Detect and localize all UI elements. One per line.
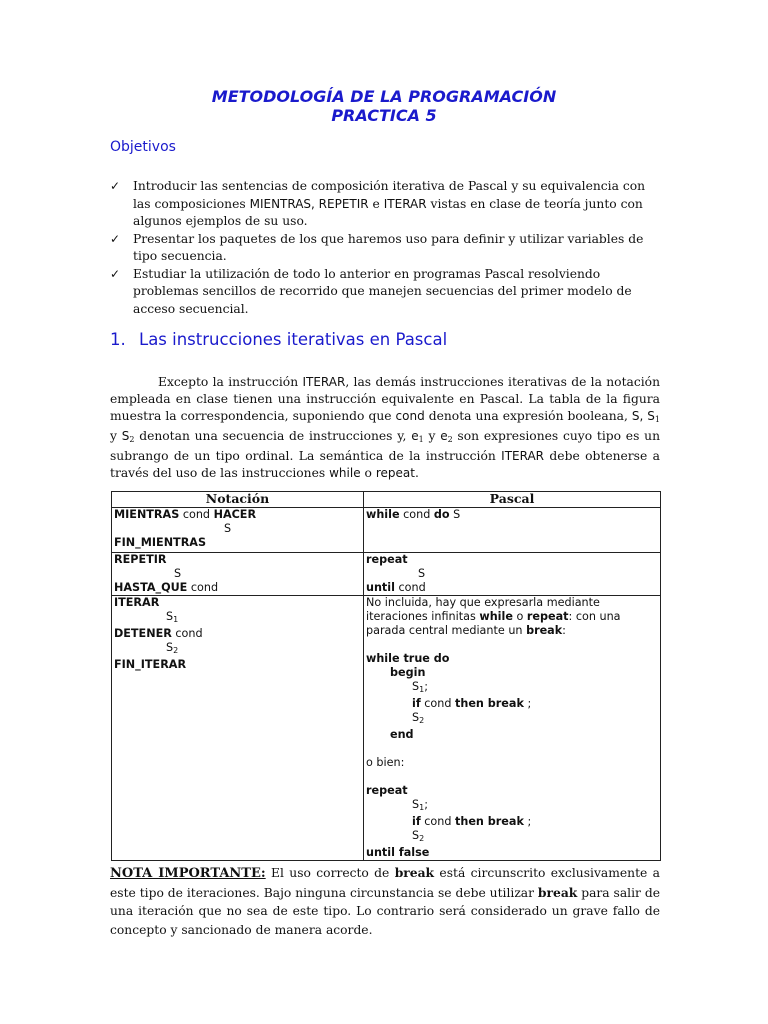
table-cell-notation: MIENTRAS cond HACER S FIN_MIENTRAS bbox=[112, 508, 364, 553]
section-paragraph: Excepto la instrucción ITERAR, las demás instrucciones iterativas de la notación empleada en clase tienen una instrucción equivalente en Pascal. La tabla de la figura muestra la correspondencia, suponiendo que cond denota una expresión booleana, S, $S_1$ y $S_2$ denotan una secuencia de instrucciones y, $e_1$ y $e_2$ son expresiones cuyo tipo es un subrango de un tipo ordinal. La semántica de la instrucción ITERAR debe obtenerse a través del uso de las instrucciones while o repeat. bbox=[110, 375, 660, 480]
list-item-text: e bbox=[368, 196, 384, 211]
document-title: METODOLOGÍA DE LA PROGRAMACIÓN bbox=[211, 87, 557, 106]
table-row bbox=[112, 596, 661, 861]
table-cell-pascal: No incluida, hay que expresarla mediante iteraciones infinitas while o repeat: con una parada central mediante un break: while true do begin $S_1$; if cond then break ; $S_2$ end o bien: repeat $S_1$; if cond then break ; $S_2$ until false bbox=[364, 596, 661, 861]
list-item-text: MIENTRAS, REPETIR bbox=[249, 196, 369, 211]
list-item bbox=[110, 178, 655, 231]
list-item-text: vistas en clase de teoría junto con algunos ejemplos de su uso. bbox=[133, 196, 643, 228]
notation-table bbox=[111, 491, 661, 861]
table-cell-notation: ITERAR $S_1$ DETENER cond $S_2$ FIN_ITERAR bbox=[112, 596, 364, 861]
section-number: 1. bbox=[110, 330, 126, 349]
objetivos-heading: Objetivos bbox=[110, 139, 176, 155]
table-row bbox=[112, 508, 661, 553]
table-cell-notation: REPETIR S HASTA_QUE cond bbox=[112, 553, 364, 596]
list-item bbox=[110, 231, 655, 266]
check-icon: ✓ bbox=[110, 266, 121, 281]
check-icon: ✓ bbox=[110, 231, 121, 246]
objetivos-list bbox=[110, 178, 655, 318]
table-cell-pascal: repeat S until cond bbox=[364, 553, 661, 596]
table-header-cell: Pascal bbox=[364, 492, 661, 508]
check-icon: ✓ bbox=[110, 179, 121, 193]
list-item-text: ITERAR bbox=[383, 196, 427, 211]
list-item-text: Presentar los paquetes de los que haremos uso para definir y utilizar variables de tipo secuencia. bbox=[133, 231, 644, 263]
table-row bbox=[112, 553, 661, 596]
table-cell-pascal: while cond do S bbox=[364, 508, 661, 553]
list-item bbox=[110, 266, 655, 319]
list-item-text: Estudiar la utilización de todo lo anterior en programas Pascal resolviendo problemas sencillos de recorrido que manejen secuencias del primer modelo de acceso secuencial. bbox=[133, 266, 632, 316]
section-heading bbox=[110, 330, 447, 349]
section-title: Las instrucciones iterativas en Pascal bbox=[139, 330, 448, 349]
list-item-text: Introducir las sentencias de composición iterativa de Pascal y su equivalencia con las composiciones bbox=[133, 179, 646, 211]
table-header-cell: Notación bbox=[112, 492, 364, 508]
table-header-row bbox=[112, 492, 661, 508]
document-subtitle: PRACTICA 5 bbox=[331, 106, 437, 125]
important-note: NOTA IMPORTANTE: El uso correcto de break está circunscrito exclusivamente a este tipo de iteraciones. Bajo ninguna circunstancia se debe utilizar break para salir de una iteración que no sea de este tipo. Lo contrario será considerado un grave fallo de concepto y sancionado de manera acorde. bbox=[110, 865, 660, 937]
